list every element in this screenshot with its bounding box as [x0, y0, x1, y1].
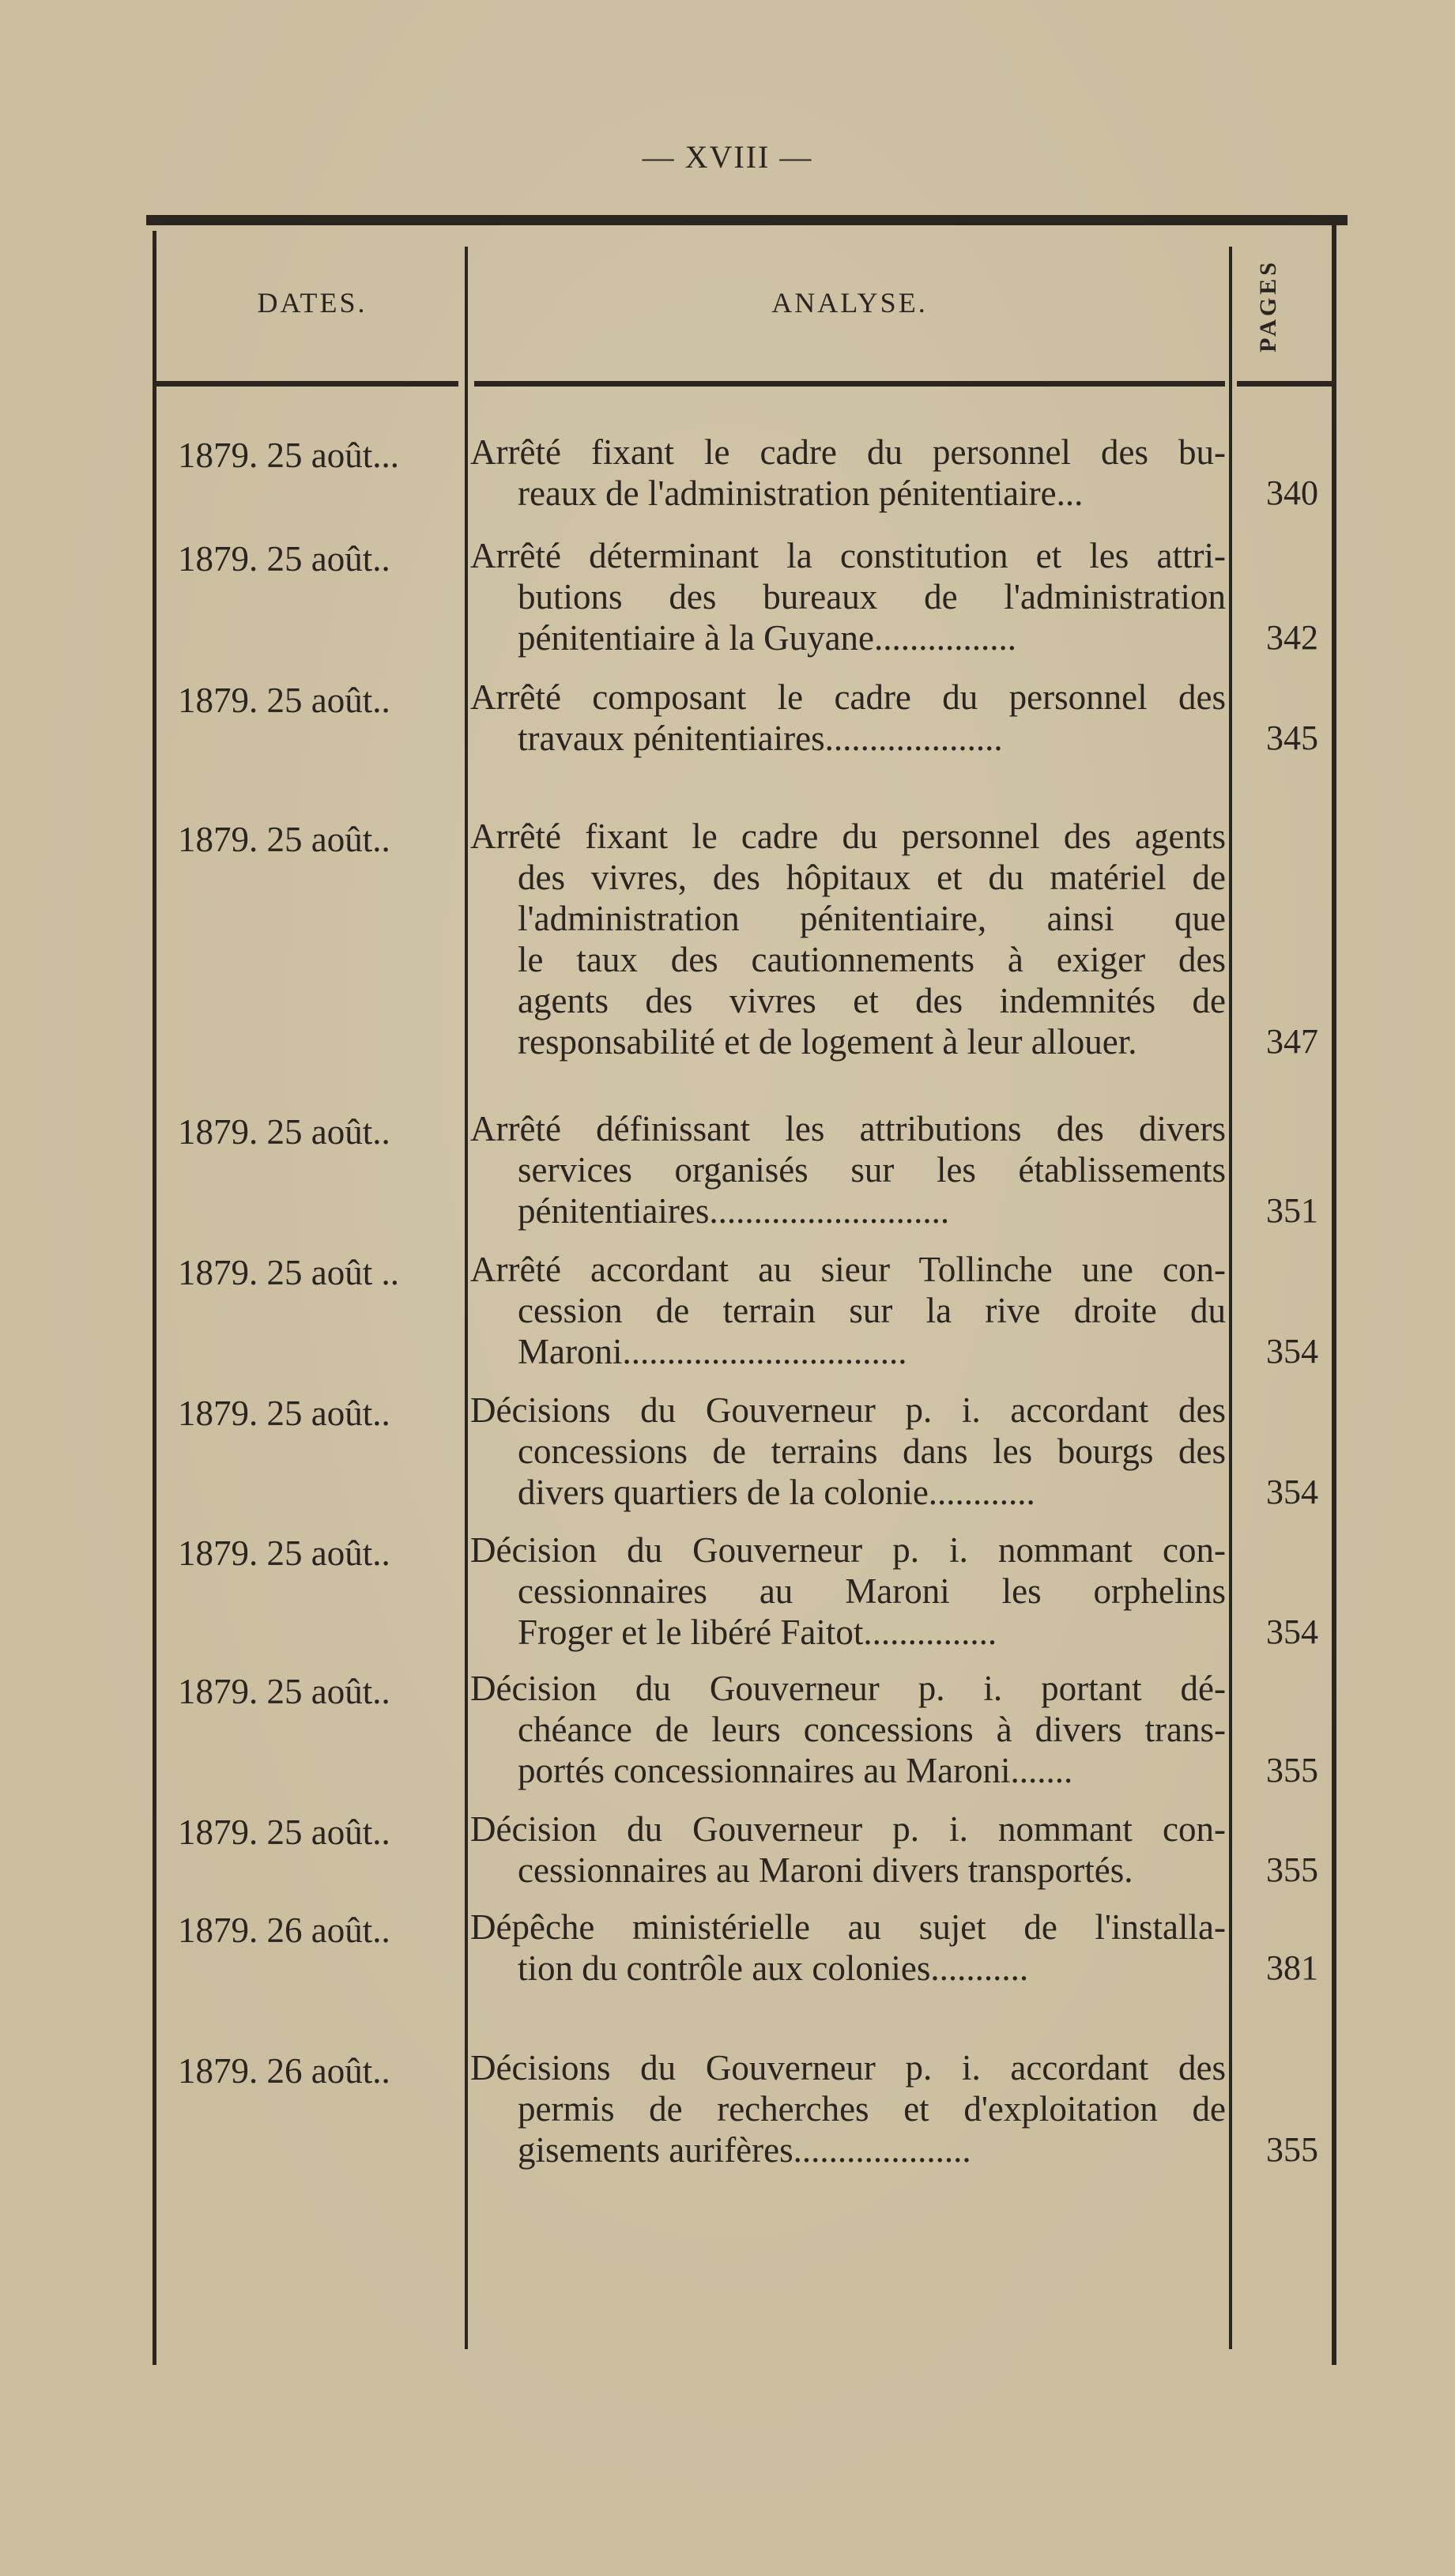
entry-analysis-line: Arrêté fixant le cadre du personnel des bu-: [470, 432, 1226, 472]
dates-header-rule: [154, 381, 458, 387]
entry-analysis-line: Arrêté déterminant la constitution et les attri-: [470, 536, 1226, 575]
entry-date: 1879. 26 août..: [178, 2051, 390, 2091]
entry-analysis-line: responsabilité et de logement à leur allouer.: [518, 1022, 1137, 1062]
entry-analysis-line: cessionnaires au Maroni les orphelins: [518, 1571, 1226, 1611]
entry-date: 1879. 26 août..: [178, 1910, 390, 1950]
entry-analysis: [470, 1668, 1226, 1791]
entry-analysis: [470, 1249, 1226, 1372]
analyse-header-rule: [474, 381, 1225, 387]
table-top-rule: [146, 215, 1348, 225]
entry-analysis-line: pénitentiaires...........................: [518, 1191, 950, 1231]
entry-date: 1879. 25 août..: [178, 1672, 390, 1711]
entry-page-number: 355: [1266, 1751, 1318, 1790]
entry-analysis-line: Arrêté fixant le cadre du personnel des agents: [470, 817, 1226, 856]
entry-analysis-line: gisements aurifères....................: [518, 2130, 971, 2170]
entry-analysis: [470, 1529, 1226, 1653]
entry-analysis-line: Décisions du Gouverneur p. i. accordant des: [470, 2048, 1226, 2088]
dates-analyse-divider: [465, 247, 468, 2349]
entry-page-number: 354: [1266, 1332, 1318, 1371]
entry-analysis-line: Dépêche ministérielle au sujet de l'installa-: [470, 1907, 1226, 1947]
entry-page-number: 347: [1266, 1022, 1318, 1061]
entry-analysis-line: Décision du Gouverneur p. i. nommant con-: [470, 1809, 1226, 1849]
entry-date: 1879. 25 août...: [178, 436, 399, 475]
right-border-line: [1332, 223, 1336, 2365]
column-header-pages-label: PAGES: [1255, 259, 1281, 353]
entry-date: 1879. 25 août..: [178, 1812, 390, 1852]
entry-analysis-line: le taux des cautionnements à exiger des: [518, 940, 1226, 979]
entry-date: 1879. 25 août..: [178, 1112, 390, 1152]
entry-analysis-line: services organisés sur les établissements: [518, 1150, 1226, 1190]
entry-page-number: 340: [1266, 473, 1318, 512]
column-header-pages: [1233, 231, 1304, 381]
entry-page-number: 354: [1266, 1612, 1318, 1651]
entry-page-number: 355: [1266, 1850, 1318, 1889]
column-header-dates: DATES.: [257, 287, 368, 319]
entry-analysis-line: Arrêté accordant au sieur Tollinche une con-: [470, 1250, 1226, 1289]
entry-analysis-line: divers quartiers de la colonie............: [518, 1473, 1035, 1512]
index-table: [146, 215, 1348, 2367]
entry-analysis-line: permis de recherches et d'exploitation de: [518, 2089, 1226, 2129]
entry-analysis-line: chéance de leurs concessions à divers trans-: [518, 1710, 1226, 1749]
entry-date: 1879. 25 août..: [178, 1394, 390, 1433]
entry-analysis-line: cession de terrain sur la rive droite du: [518, 1291, 1226, 1330]
entry-analysis-line: Arrêté composant le cadre du personnel des: [470, 677, 1226, 717]
entry-date: 1879. 25 août..: [178, 820, 390, 859]
left-border-line: [153, 231, 156, 2365]
analyse-pages-divider: [1229, 247, 1232, 2349]
entry-analysis: [470, 2047, 1226, 2171]
entry-page-number: 342: [1266, 618, 1318, 657]
entry-analysis-line: reaux de l'administration pénitentiaire...: [518, 473, 1084, 513]
entry-analysis-line: agents des vivres et des indemnités de: [518, 981, 1226, 1020]
entry-analysis-line: Froger et le libéré Faitot...............: [518, 1612, 997, 1652]
entry-analysis-line: Décisions du Gouverneur p. i. accordant des: [470, 1390, 1226, 1430]
entry-analysis-line: concessions de terrains dans les bourgs des: [518, 1431, 1226, 1471]
entry-analysis: [470, 816, 1226, 1062]
page-header: — XVIII —: [642, 139, 813, 175]
entry-analysis: [470, 1907, 1226, 1989]
entry-date: 1879. 25 août..: [178, 681, 390, 720]
entry-analysis-line: Arrêté définissant les attributions des divers: [470, 1109, 1226, 1148]
pages-header-rule: [1237, 381, 1332, 387]
entry-analysis: [470, 535, 1226, 658]
entry-analysis-line: tion du contrôle aux colonies...........: [518, 1948, 1029, 1988]
entry-analysis: [470, 1390, 1226, 1513]
entry-page-number: 351: [1266, 1191, 1318, 1230]
entry-analysis: [470, 1808, 1226, 1891]
entry-page-number: 355: [1266, 2130, 1318, 2169]
entry-page-number: 381: [1266, 1948, 1318, 1987]
entry-analysis-line: portés concessionnaires au Maroni.......: [518, 1751, 1073, 1790]
entry-analysis-line: travaux pénitentiaires....................: [518, 718, 1003, 758]
entry-date: 1879. 25 août..: [178, 539, 390, 579]
entry-analysis-line: Maroni................................: [518, 1332, 907, 1371]
entry-analysis-line: l'administration pénitentiaire, ainsi que: [518, 899, 1226, 938]
column-header-analyse: ANALYSE.: [771, 287, 928, 319]
entry-analysis-line: cessionnaires au Maroni divers transportés.: [518, 1850, 1133, 1890]
entry-date: 1879. 25 août ..: [178, 1253, 399, 1292]
entry-analysis-line: butions des bureaux de l'administration: [518, 577, 1226, 617]
entry-analysis-line: pénitentiaire à la Guyane................: [518, 618, 1017, 658]
entry-analysis: [470, 1108, 1226, 1231]
entry-date: 1879. 25 août..: [178, 1533, 390, 1573]
entry-analysis-line: des vivres, des hôpitaux et du matériel de: [518, 858, 1226, 897]
entry-analysis: [470, 677, 1226, 759]
entry-analysis: [470, 432, 1226, 514]
entry-analysis-line: Décision du Gouverneur p. i. nommant con-: [470, 1530, 1226, 1570]
entry-page-number: 345: [1266, 718, 1318, 757]
entry-analysis-line: Décision du Gouverneur p. i. portant dé-: [470, 1669, 1226, 1708]
entry-page-number: 354: [1266, 1473, 1318, 1511]
